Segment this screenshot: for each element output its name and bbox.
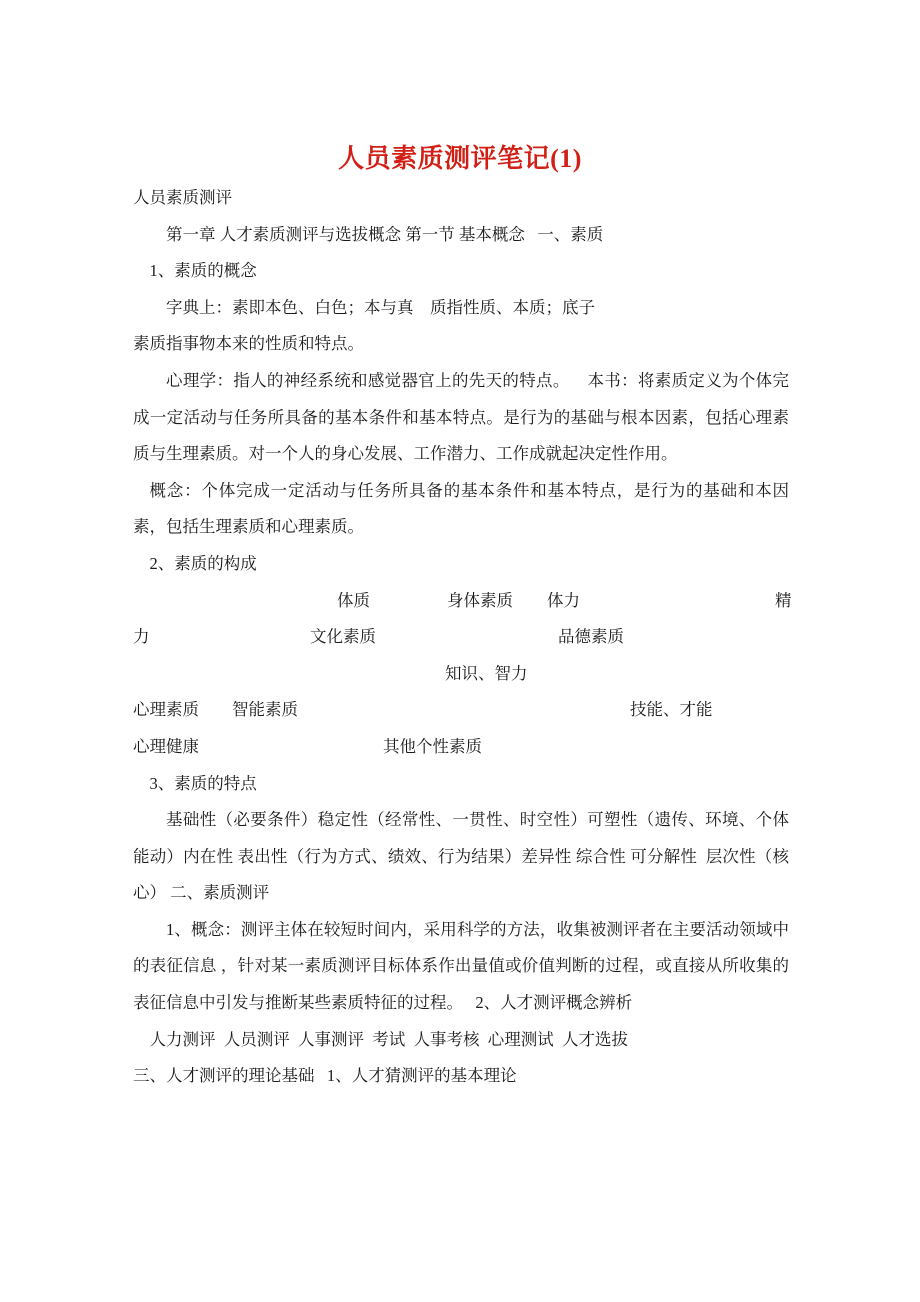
structure-cell: 品德素质 bbox=[558, 627, 624, 647]
structure-cell: 身体素质 bbox=[447, 590, 513, 610]
structure-cell: 技能、才能 bbox=[630, 700, 713, 720]
structure-cell: 文化素质 bbox=[310, 627, 376, 647]
quality-traits-paragraph: 基础性（必要条件）稳定性（经常性、一贯性、时空性）可塑性（遗传、环境、个体能动）内在性 表出性（行为方式、绩效、行为结果）差异性 综合性 可分解性 层次性（核心） 二、素质测评 bbox=[133, 810, 789, 903]
structure-row-4 bbox=[133, 729, 789, 766]
structure-cell: 体力 bbox=[547, 590, 580, 610]
structure-cell: 知识、智力 bbox=[445, 663, 528, 683]
structure-row-3 bbox=[133, 692, 789, 729]
section-2-title: 2、素质的构成 bbox=[149, 553, 257, 573]
structure-cell: 智能素质 bbox=[232, 700, 298, 720]
theory-basis-line: 三、人才测评的理论基础 1、人才猜测评的基本理论 bbox=[133, 1066, 517, 1086]
dictionary-definition-continuation: 素质指事物本来的性质和特点。 bbox=[133, 334, 364, 354]
related-terms-line: 人力测评 人员测评 人事测评 考试 人事考核 心理测试 人才选拔 bbox=[149, 1029, 628, 1049]
section-3-title: 3、素质的特点 bbox=[149, 773, 257, 793]
dictionary-definition-line: 字典上：素即本色、白色；本与真 质指性质、本质；底子 bbox=[166, 297, 595, 317]
structure-cell: 精 bbox=[775, 590, 792, 610]
structure-cell: 力 bbox=[133, 627, 150, 647]
structure-cell: 其他个性素质 bbox=[383, 736, 482, 756]
structure-row-1 bbox=[133, 619, 789, 656]
structure-cell: 心理素质 bbox=[133, 700, 199, 720]
assessment-concept-paragraph: 1、概念：测评主体在较短时间内，采用科学的方法，收集被测评者在主要活动领域中的表征信息 ，针对某一素质测评目标体系作出量值或价值判断的过程，或直接从所收集的表征信息中引发与推断某些素质特征的过程。 2、人才测评概念辨析 bbox=[133, 919, 789, 1013]
structure-cell: 心理健康 bbox=[133, 736, 199, 756]
psychology-definition-paragraph: 心理学：指人的神经系统和感觉器官上的先天的特点。 本书：将素质定义为个体完成一定活动与任务所具备的基本条件和基本特点。是行为的基础与根本因素，包括心理素质与生理素质。对一个人的身心发展、工作潜力、工作成就起决定性作用。 bbox=[133, 370, 789, 464]
quality-structure-diagram bbox=[133, 583, 792, 766]
page-title: 人员素质测评笔记(1) bbox=[338, 144, 582, 173]
document-body bbox=[133, 180, 792, 1095]
structure-cell: 体质 bbox=[337, 590, 370, 610]
structure-row-0 bbox=[133, 583, 792, 620]
chapter-line: 第一章 人才素质测评与选拔概念 第一节 基本概念 一、素质 bbox=[166, 224, 604, 244]
heading-line: 人员素质测评 bbox=[133, 188, 232, 207]
structure-row-2 bbox=[133, 656, 789, 693]
concept-paragraph: 概念：个体完成一定活动与任务所具备的基本条件和基本特点，是行为的基础和本因素，包括生理素质和心理素质。 bbox=[133, 480, 789, 537]
section-1-title: 1、素质的概念 bbox=[149, 261, 257, 281]
